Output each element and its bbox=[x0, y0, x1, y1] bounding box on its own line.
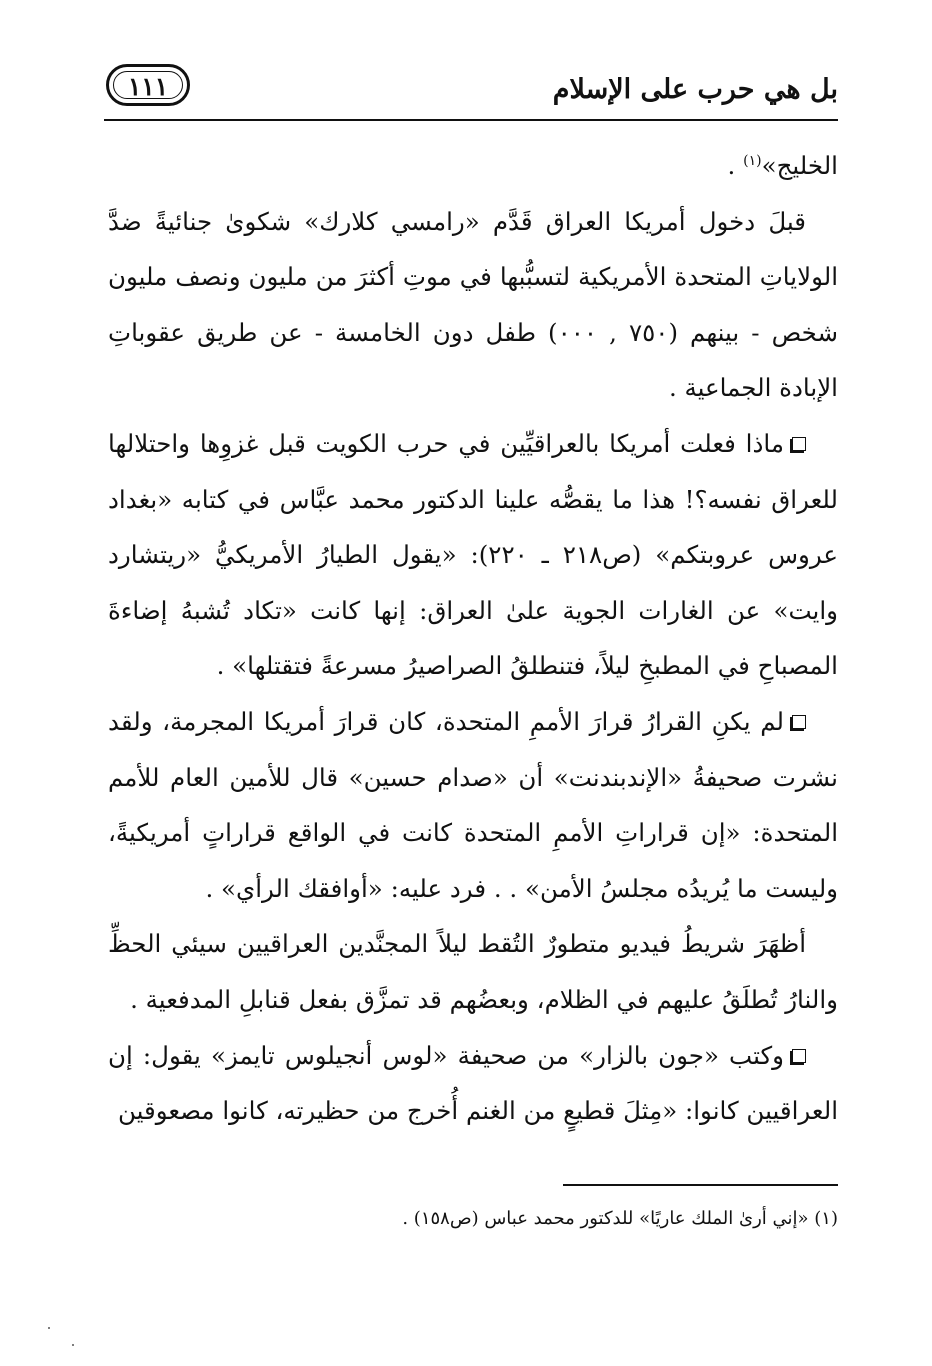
paragraph-clark-complaint bbox=[108, 194, 838, 416]
header-rule bbox=[104, 119, 838, 121]
scan-speck bbox=[48, 1327, 50, 1329]
square-bullet-icon bbox=[792, 1049, 806, 1063]
paragraph-text: لم يكنِ القرارُ قرارَ الأممِ المتحدة، كان قرارَ أمريكا المجرمة، ولقد نشرت صحيفةُ «الإندبندنت» أن «صدام حسين» قال للأمين العام للأمم المتحدة: «إن قراراتِ الأممِ المتحدة كانت في الواقع قراراتٍ أمريكيةً، وليست ما يُريدُه مجلسُ الأمن» . . فرد عليه: «أوافقك الرأي» . bbox=[108, 706, 838, 903]
paragraph-text: الخليج» bbox=[761, 151, 838, 180]
body-text bbox=[108, 138, 838, 1139]
footnote-reference: (١) bbox=[743, 152, 762, 169]
paragraph-video-tape bbox=[108, 916, 838, 1027]
square-bullet-icon bbox=[792, 715, 806, 729]
paragraph-balzar bbox=[108, 1028, 838, 1139]
scan-speck bbox=[72, 1344, 74, 1346]
paragraph-text: ماذا فعلت أمريكا بالعراقيِّين في حرب الكويت قبل غزوِها واحتلالها للعراق نفسه؟! هذا ما يقصُّه علينا الدكتور محمد عبَّاس في كتابه «بغداد عروس عروبتكم» (ص٢١٨ ـ ٢٢٠): «يقول الطيارُ الأمريكيُّ «ريتشارد وايت» عن الغارات الجوية علىٰ العراق: إنها كانت «تكاد تُشبهُ إضاءةَ المصباحِ في المطبخِ ليلاً، فتنطلقُ الصراصيرُ مسرعةً فتقتلها» . bbox=[108, 428, 838, 681]
running-header bbox=[104, 62, 838, 122]
page-number: ١١١ bbox=[127, 72, 169, 101]
square-bullet-icon bbox=[792, 437, 806, 451]
paragraph-text: وكتب «جون بالزار» من صحيفة «لوس أنجيلوس تايمز» يقول: إن العراقيين كانوا: «مِثلَ قطيعٍ من الغنم أُخرج من حظيرته، كانوا مصعوقين bbox=[108, 1040, 838, 1126]
running-title: بل هي حرب على الإسلام bbox=[552, 74, 838, 105]
paragraph-kuwait-war bbox=[108, 416, 838, 694]
paragraph-continuation bbox=[108, 138, 838, 194]
footnote: (١) «إني أرىٰ الملك عاريًا» للدكتور محمد عباس (ص١٥٨) . bbox=[402, 1208, 838, 1229]
page-number-frame bbox=[106, 64, 190, 106]
footnote-rule bbox=[563, 1184, 838, 1186]
paragraph-text: أظهَرَ شريطُ فيديو متطورٌ التُقط ليلاً المجنَّدين العراقيين سيئي الحظِّ والنارُ تُطلَقُ عليهم في الظلام، وبعضُهم قد تمزَّق بفعل قنابلِ المدفعية . bbox=[108, 929, 838, 1014]
paragraph-text: قبلَ دخول أمريكا العراق قَدَّم «رامسي كلارك» شكوىٰ جنائيةً ضدَّ الولاياتِ المتحدة الأمريكية لتسبُّبها في موتِ أكثرَ من مليون ونصف مليون شخص - بينهم (٧٥٠ , ٠٠٠) طفل دون الخامسة - عن طريق عقوباتِ الإبادة الجماعية . bbox=[108, 206, 838, 403]
paragraph-tail: . bbox=[727, 151, 744, 180]
paragraph-un-resolutions bbox=[108, 694, 838, 916]
